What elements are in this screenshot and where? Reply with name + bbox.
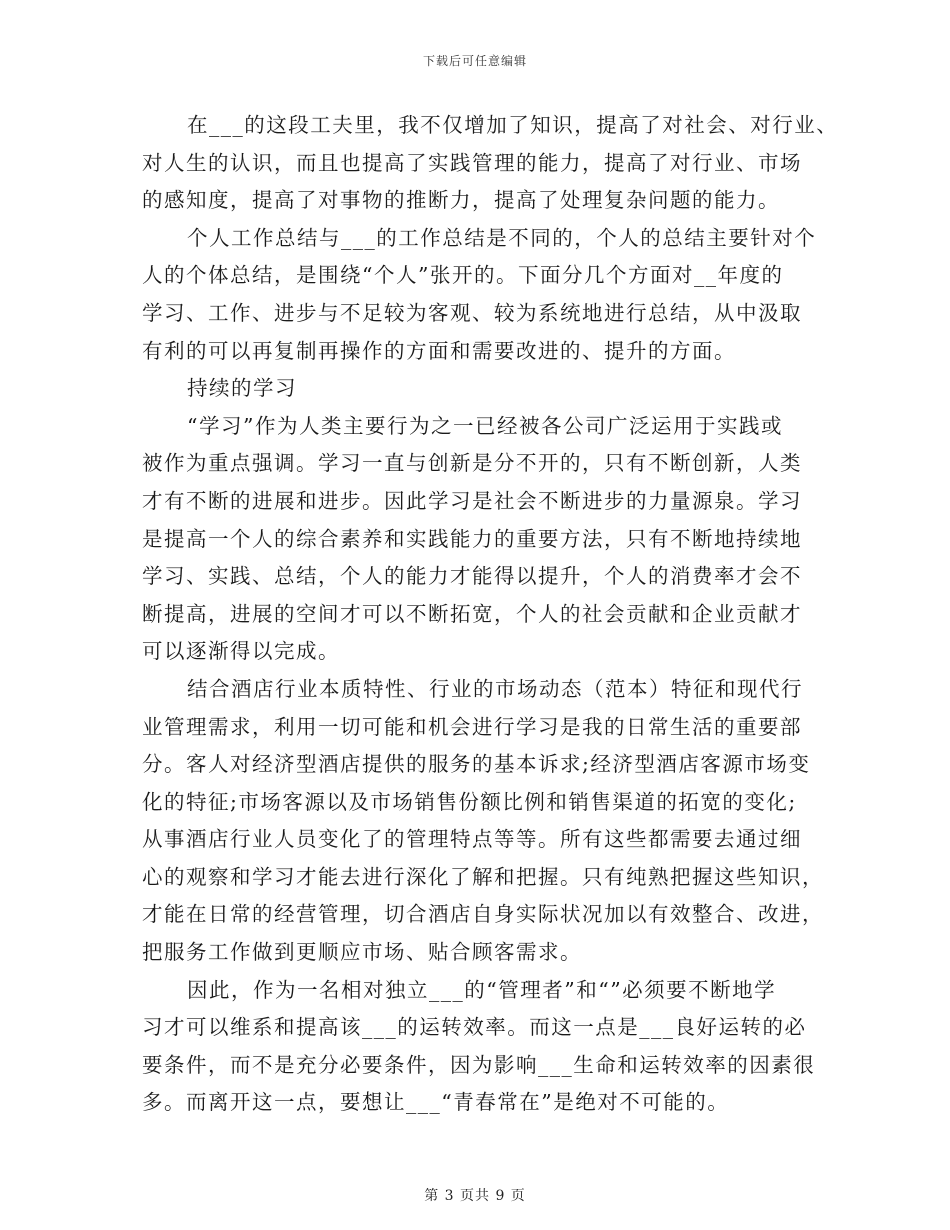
text-line: 多。而离开这一点，要想让___“青春常在”是绝对不可能的。	[142, 1090, 730, 1115]
text-line: 把服务工作做到更顺应市场、贴合顾客需求。	[142, 940, 582, 965]
text-line: 被作为重点强调。学习一直与创新是分不开的，只有不断创新，人类	[142, 451, 802, 476]
text-line: 从事酒店行业人员变化了的管理特点等等。所有这些都需要去通过细	[142, 827, 802, 852]
document-body	[142, 107, 839, 1122]
text-line: 才能在日常的经营管理，切合酒店自身实际状况加以有效整合、改进，	[142, 902, 824, 927]
text-line: 因此，作为一名相对独立___的“管理者”和“”必须要不断地学	[187, 977, 777, 1002]
text-line: 断提高，进展的空间才可以不断拓宽，个人的社会贡献和企业贡献才	[142, 601, 802, 626]
text-line: 有利的可以再复制再操作的方面和需要改进的、提升的方面。	[142, 338, 736, 363]
text-line: 对人生的认识，而且也提高了实践管理的能力，提高了对行业、市场	[142, 150, 802, 175]
text-line: 业管理需求，利用一切可能和机会进行学习是我的日常生活的重要部	[142, 714, 802, 739]
text-line: 在___的这段工夫里，我不仅增加了知识，提高了对社会、对行业、	[187, 113, 839, 137]
text-line: 学习、实践、总结，个人的能力才能得以提升，个人的消费率才会不	[142, 564, 802, 589]
text-line: 才有不断的进展和进步。因此学习是社会不断进步的力量源泉。学习	[142, 488, 802, 513]
section-heading: 持续的学习	[187, 376, 297, 401]
text-line: 化的特征;市场客源以及市场销售份额比例和销售渠道的拓宽的变化;	[142, 789, 797, 814]
text-line: 人的个体总结，是围绕“个人”张开的。下面分几个方面对__年度的	[142, 263, 784, 288]
text-line: 分。客人对经济型酒店提供的服务的基本诉求;经济型酒店客源市场变	[142, 752, 811, 777]
text-line: 的感知度，提高了对事物的推断力，提高了处理复杂问题的能力。	[142, 188, 780, 213]
text-line: 结合酒店行业本质特性、行业的市场动态（范本）特征和现代行	[187, 676, 803, 701]
text-line: 个人工作总结与___的工作总结是不同的，个人的总结主要针对个	[187, 225, 817, 250]
text-line: 是提高一个人的综合素养和实践能力的重要方法，只有不断地持续地	[142, 526, 802, 551]
text-line: 学习、工作、进步与不足较为客观、较为系统地进行总结，从中汲取	[142, 300, 802, 325]
text-line: “学习”作为人类主要行为之一已经被各公司广泛运用于实践或	[187, 413, 783, 438]
page-header: 下载后可任意编辑	[422, 54, 527, 68]
text-line: 可以逐渐得以完成。	[142, 639, 340, 664]
text-line: 要条件，而不是充分必要条件，因为影响___生命和运转效率的因素很	[142, 1052, 816, 1077]
text-line: 心的观察和学习才能去进行深化了解和把握。只有纯熟把握这些知识，	[142, 864, 824, 889]
text-line: 习才可以维系和提高该___的运转效率。而这一点是___良好运转的必	[142, 1015, 807, 1040]
page-footer: 第 3 页共 9 页	[424, 1188, 526, 1204]
